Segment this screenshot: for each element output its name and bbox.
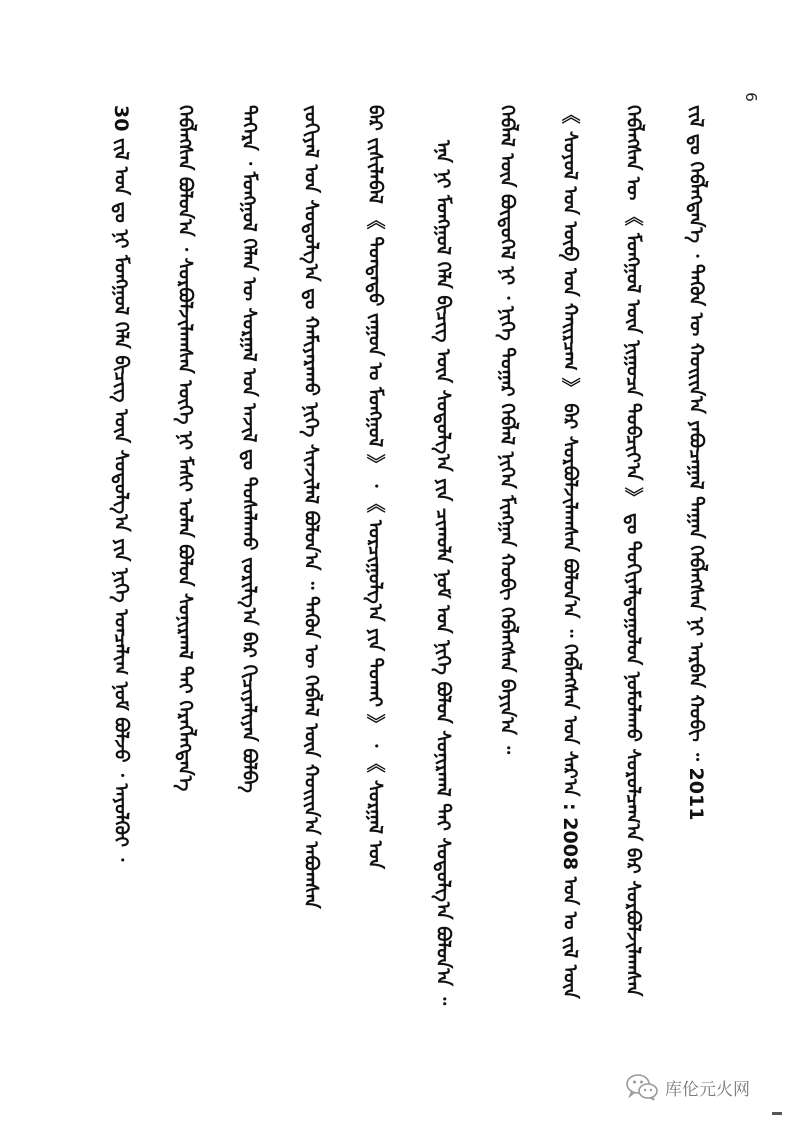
corner-mark	[772, 1112, 782, 1115]
column-text: ᠵᠣᠬᠢᠶᠠᠯ ᠤᠨ ᠰᠤᠳᠤᠯᠭ᠎ᠠ ᠳᠤ ᠬᠠᠮᠢᠶᠠᠷᠠᠬᠤ ᠨᠢᠭᠡ ᠰᠢᠨᠵᠢᠯᠡᠯ ᠪᠣᠯᠤᠨ᠎ᠠ ᠃ ᠲᠡᠭᠦᠨ ᠦ ᠬᠡᠪᠯᠡᠯ ᠦᠨ ᠬᠣᠢᠢᠨ᠎ᠠ ᠠᠪᠤᠭᠰᠠᠨ	[300, 105, 322, 909]
column-text: ᠡᠨᠡ ᠨᠢ ᠮᠣᠩᠭᠣᠯ ᠬᠡᠯᠡ ᠪᠢᠴᠢᠭ ᠦᠨ ᠰᠤᠳᠤᠯᠭ᠎ᠠ ᠶᠢᠨ ᠴᠢᠬᠤᠯᠠ ᠨᠣᠮ ᠤᠨ ᠨᠢᠭᠡ ᠪᠣᠯᠤᠨ ᠰᠣᠨᠢᠷᠬᠠᠯ ᠲᠠᠢ ᠰᠤᠳᠤᠯᠭ᠎ᠠ ᠪᠣᠯᠤᠨ᠎ᠠ ᠃	[432, 140, 454, 1006]
text-column-6	[362, 105, 388, 1065]
text-column-9	[172, 105, 198, 1065]
column-text: ᠳᠡᠭᠡᠷᠡ ᠂ ᠮᠣᠩᠭᠣᠯ ᠬᠡᠯᠡᠨ ᠦ ᠰᠤᠷᠭᠠᠯ ᠤᠨ ᠠᠵᠢᠯ ᠳᠤ ᠲᠤᠰᠠᠯᠠᠬᠤ ᠵᠣᠷᠢᠯᠭ᠎ᠠ ᠪᠠᠷ ᠬᠢᠴᠢᠶᠡᠯᠢᠶᠡᠨ ᠪᠣᠯᠪᠠ	[238, 105, 260, 793]
text-column-5	[430, 140, 456, 1100]
text-column-2	[620, 105, 646, 1065]
text-column-1	[683, 105, 709, 1065]
column-text: 《 ᠰᠣᠶᠣᠯ ᠤᠨ ᠦᠪ ᠤᠨ ᠬᠠᠢᠷᠴᠠᠭ 》 ᠪᠠᠷ ᠰᠤᠷᠪᠤᠯᠵᠢᠯᠠᠭᠰᠠᠨ ᠪᠣᠯᠤᠨ᠎ᠠ ᠃ ᠬᠡᠪᠯᠡᠭᠰᠡᠨ ᠣᠨ ᠰᠠᠷ᠎ᠠ : 2008 ᠣᠨ ᠤ ᠵᠢᠯ ᠦᠨ	[559, 105, 581, 999]
column-text: ᠬᠡᠪᠯᠡᠭᠰᠡᠨ ᠪᠣᠯᠤᠨ᠎ᠠ ᠂ ᠰᠤᠷᠪᠤᠯᠵᠢᠯᠠᠭᠰᠠᠨ ᠦᠭᠡ ᠨᠢ ᠮᠠᠰᠢ ᠣᠯᠠᠨ ᠪᠣᠯᠤᠨ ᠰᠣᠨᠢᠷᠬᠠᠯ ᠲᠠᠢ ᠬᠡᠷᠡᠭᠯᠡᠭᠳᠡᠨ᠎ᠡ	[174, 105, 196, 792]
column-text: ᠬᠡᠪᠯᠡᠯ ᠦᠨ ᠪᠦᠲᠦᠭᠡᠯ ᠨᠢ ᠂ ᠨᠢᠭᠡ ᠳᠤᠭᠠᠷ ᠬᠡᠪᠯᠡᠯ ᠨᠢᠭᠡᠨ ᠮᠢᠩᠭᠠᠨ ᠬᠤᠪᠢ ᠬᠡᠪᠯᠡᠭᠰᠡᠨ ᠪᠠᠶᠢᠨ᠎ᠠ ᠃	[496, 105, 518, 754]
column-text: ᠪᠡᠷ ᠵᠢᠱᠢᠯᠡᠪᠡᠯ 《 ᠳᠤᠨᠳᠠᠳᠤ ᠵᠠᠭᠤᠨ ᠤ ᠮᠣᠩᠭᠣᠯ 》 ᠂ 《 ᠣᠷᠴᠢᠭᠤᠯᠭ᠎ᠠ ᠶᠢᠨ ᠲᠤᠬᠠᠢ 》 ᠂ 《 ᠰᠤᠷᠭᠠᠯ ᠤᠨ	[364, 105, 386, 870]
column-text: ᠬᠡᠪᠯᠡᠭᠰᠡᠨ ᠦ 《 ᠮᠣᠩᠭᠣᠯ ᠦᠨ ᠨᠢᠭᠤᠴᠠ ᠲᠣᠪᠴᠢᠶ᠎ᠠ 》 ᠳᠤ ᠲᠣᠬᠢᠶᠠᠯᠳᠤᠭᠤᠯᠤᠨ ᠨᠣᠮᠣᠯᠠᠬᠤ ᠰᠤᠷᠤᠯᠴᠠᠭ᠎ᠠ ᠪᠠᠷ ᠰᠤᠷᠪᠤᠯᠵᠢᠯᠠᠭᠰᠠᠨ	[622, 105, 644, 997]
column-text: 30 ᠵᠢᠯ ᠤᠨ ᠳᠤ ᠨᠢ ᠮᠣᠩᠭᠣᠯ ᠬᠡᠯᠡ ᠪᠢᠴᠢᠭ ᠦᠨ ᠰᠤᠳᠤᠯᠭ᠎ᠠ ᠶᠢᠨ ᠨᠢᠭᠡ ᠣᠨᠴᠠᠯᠢᠭ ᠨᠣᠮ ᠪᠣᠯᠵᠤ ᠂ ᠠᠶᠤᠯᠭᠦᠢ ᠂	[110, 105, 132, 862]
column-text: ᠵᠢᠯ ᠳᠤ ᠬᠡᠪᠯᠡᠭᠳᠡᠨ᠎ᠡ ᠂ ᠲᠡᠭᠦᠨ ᠦ ᠬᠣᠢᠢᠨ᠎ᠠ ᠶᠠᠪᠤᠴᠠᠭᠠᠯ ᠳᠠᠭᠠᠨ ᠬᠡᠪᠯᠡᠭᠰᠡᠨ ᠨᠢ ᠠᠷᠪᠠᠨ ᠬᠤᠪᠢ ᠃ 2011	[685, 105, 707, 821]
text-column-8	[236, 105, 262, 1065]
wechat-icon	[625, 1072, 659, 1102]
text-column-7	[298, 105, 324, 1065]
text-column-3	[557, 105, 583, 1065]
watermark	[625, 1072, 750, 1102]
text-column-10	[108, 105, 134, 1065]
page-number: 6	[741, 92, 760, 102]
watermark-text: 库伦元火网	[665, 1079, 750, 1100]
text-column-4	[494, 105, 520, 1065]
